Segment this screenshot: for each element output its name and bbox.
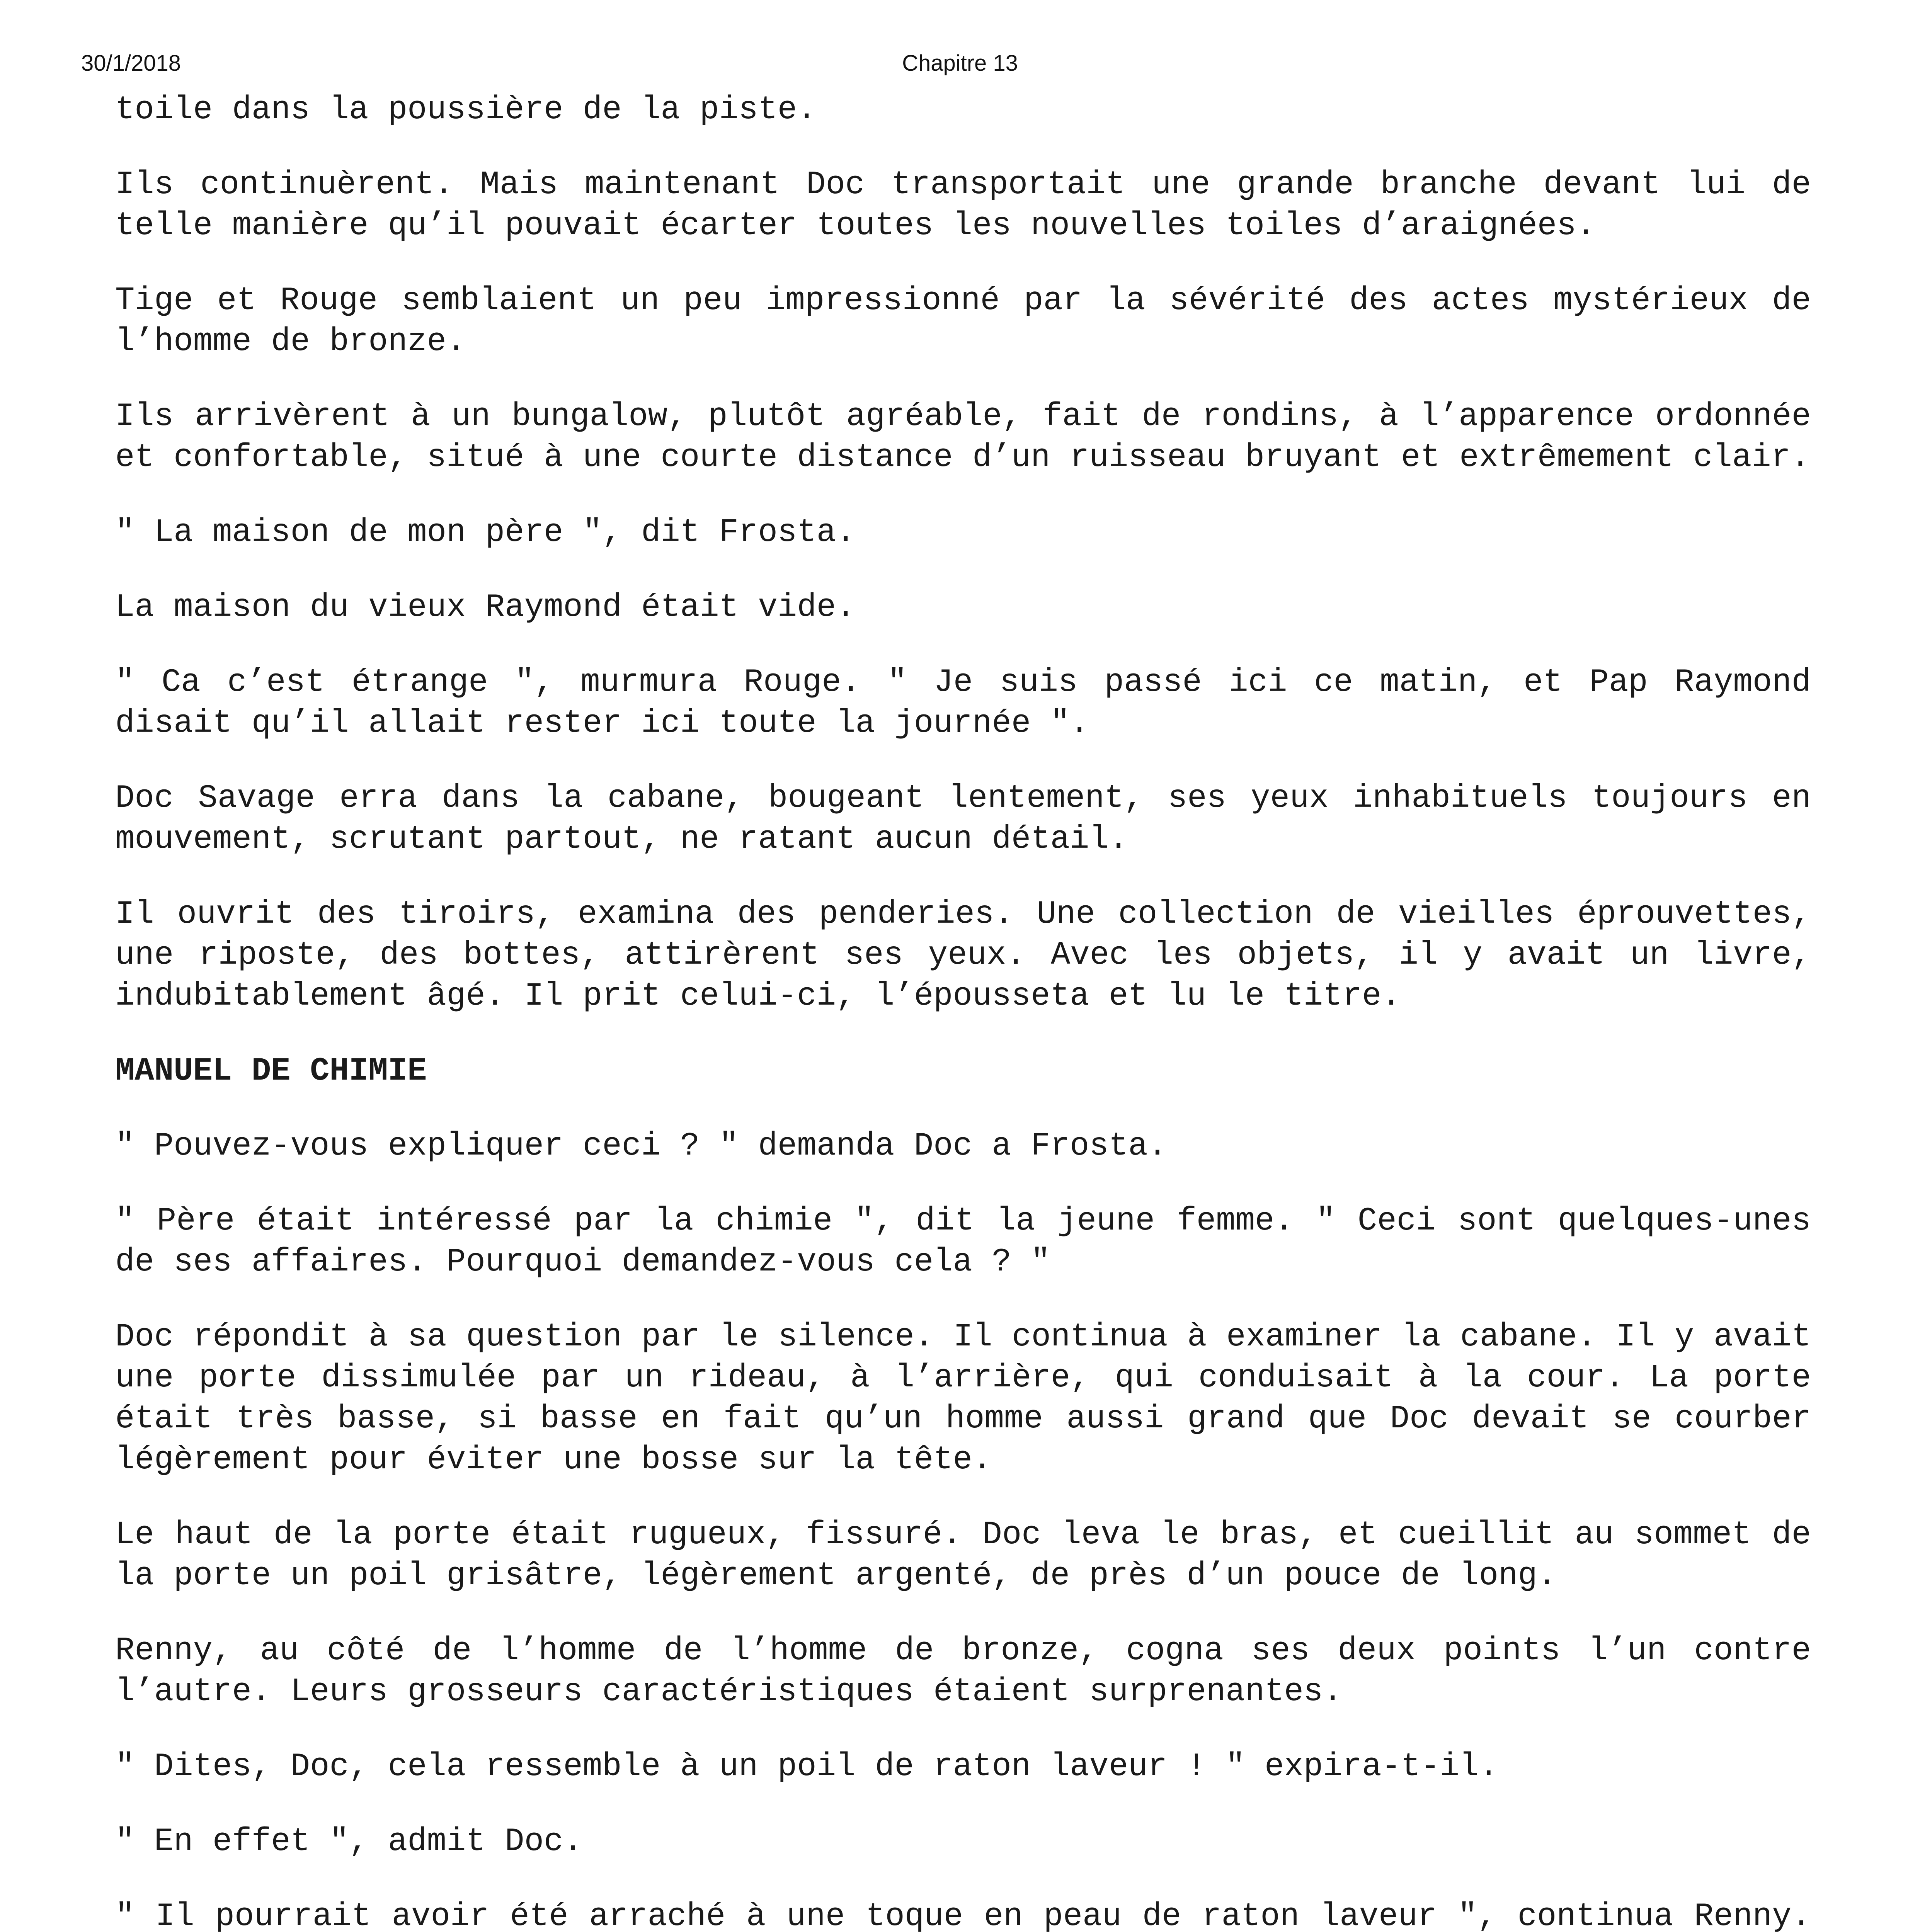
paragraph: " En effet ", admit Doc. bbox=[115, 1823, 583, 1860]
paragraph: " Père était intéressé par la chimie ", dit la jeune femme. " Ceci sont quelques-unes de ses affaires. Pourquoi demandez-vous cela ? " bbox=[115, 1203, 1831, 1281]
paragraph: " Dites, Doc, cela ressemble à un poil de raton laveur ! " expira-t-il. bbox=[115, 1748, 1498, 1785]
paragraph: La maison du vieux Raymond était vide. bbox=[115, 589, 856, 626]
paragraph: toile dans la poussière de la piste. bbox=[115, 92, 817, 128]
paragraph: Le haut de la porte était rugueux, fissuré. Doc leva le bras, et cueillit au sommet de la porte un poil grisâtre, légèrement argenté, de près d’un pouce de long. bbox=[115, 1517, 1831, 1594]
document-body bbox=[115, 90, 1831, 1932]
print-date: 30/1/2018 bbox=[81, 51, 181, 76]
paragraph: Tige et Rouge semblaient un peu impressionné par la sévérité des actes mystérieux de l’homme de bronze. bbox=[115, 282, 1831, 360]
paragraph: Doc répondit à sa question par le silence. Il continua à examiner la cabane. Il y avait une porte dissimulée par un rideau, à l’arrière, qui conduisait à la cour. La porte était très basse, si basse en fait qu’un homme aussi grand que Doc devait se courber légèrement pour éviter une bosse sur la tête. bbox=[115, 1319, 1831, 1478]
paragraph: " Pouvez-vous expliquer ceci ? " demanda Doc a Frosta. bbox=[115, 1128, 1168, 1165]
paragraph: Il ouvrit des tiroirs, examina des penderies. Une collection de vieilles éprouvettes, une riposte, des bottes, attirèrent ses yeux. Avec les objets, il y avait un livre, indubitablement âgé. Il prit celui-ci, l’épousseta et lu le titre. bbox=[115, 896, 1831, 1015]
paragraph: Renny, au côté de l’homme de l’homme de bronze, cogna ses deux points l’un contre l’autre. Leurs grosseurs caractéristiques étaient surprenantes. bbox=[115, 1633, 1831, 1710]
print-header bbox=[0, 50, 1920, 81]
paragraph: Doc Savage erra dans la cabane, bougeant lentement, ses yeux inhabituels toujours en mouvement, scrutant partout, ne ratant aucun détail. bbox=[115, 780, 1831, 858]
paragraph: " La maison de mon père ", dit Frosta. bbox=[115, 514, 856, 551]
page-title: Chapitre 13 bbox=[902, 51, 1018, 76]
paragraph: " Ca c’est étrange ", murmura Rouge. " Je suis passé ici ce matin, et Pap Raymond disait qu’il allait rester ici toute la journée ". bbox=[115, 664, 1831, 742]
book-title-heading: MANUEL DE CHIMIE bbox=[115, 1053, 427, 1090]
paragraph: Ils continuèrent. Mais maintenant Doc transportait une grande branche devant lui de telle manière qu’il pouvait écarter toutes les nouvelles toiles d’araignées. bbox=[115, 167, 1831, 244]
paragraph: Ils arrivèrent à un bungalow, plutôt agréable, fait de rondins, à l’apparence ordonnée et confortable, situé à une courte distance d’un ruisseau bruyant et extrêmement clair. bbox=[115, 398, 1831, 476]
paragraph: " Il pourrait avoir été arraché à une toque en peau de raton laveur ", continua Renny. bbox=[115, 1898, 1811, 1932]
